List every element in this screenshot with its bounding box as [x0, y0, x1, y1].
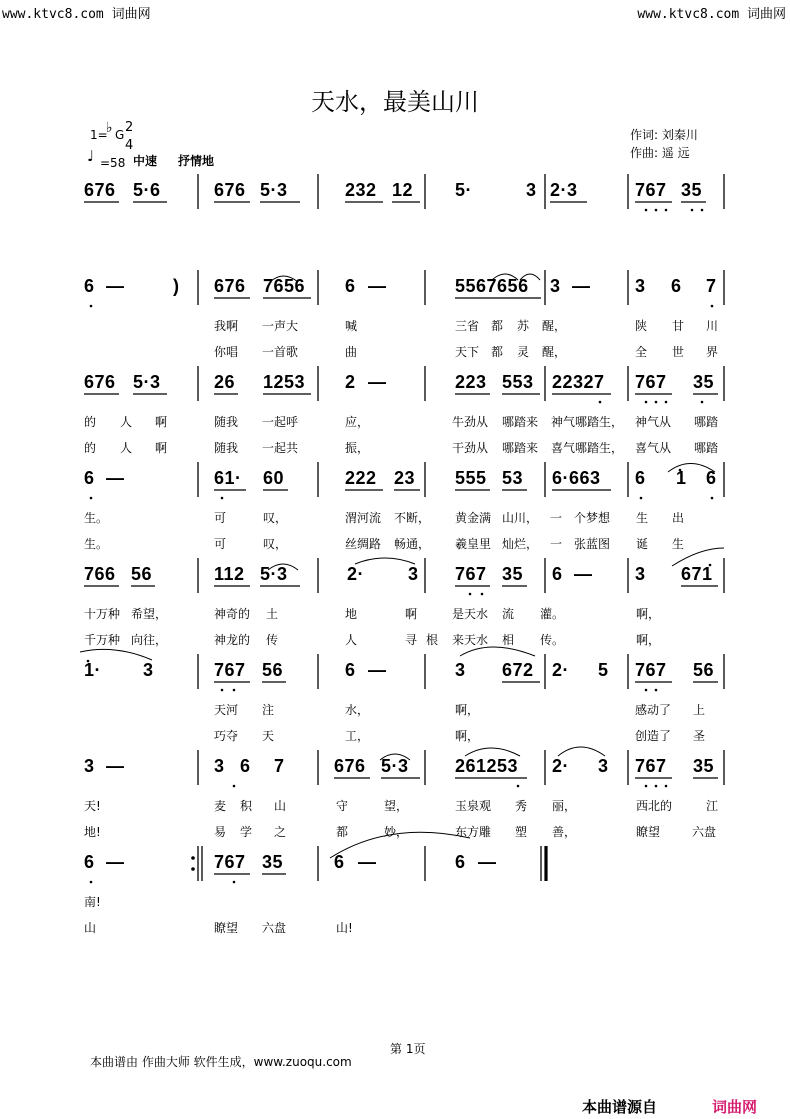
lyric: 地!: [84, 825, 101, 839]
lyric: 麦: [214, 799, 227, 813]
note: 35: [681, 180, 703, 200]
lyric: 应，: [345, 415, 370, 429]
lyric: 哪踏来: [502, 415, 539, 429]
note: —: [478, 852, 497, 872]
lyric: 天下: [455, 345, 480, 359]
note: 6: [671, 276, 682, 296]
note: 7: [274, 756, 285, 776]
composer-credit: 作曲: 遥 远: [630, 146, 690, 160]
note: 767: [214, 660, 246, 680]
lyric: 一声大: [262, 319, 299, 333]
lyric: 相: [502, 633, 515, 647]
lyric: 一: [550, 537, 563, 551]
note: 5567656: [455, 276, 529, 296]
lyric: 都: [491, 319, 504, 333]
lyric: 的: [84, 415, 97, 429]
note: 3: [598, 756, 609, 776]
lyric: 陕: [635, 319, 648, 333]
lyric: 守: [336, 799, 349, 813]
lyric: 善，: [552, 825, 577, 839]
lyric: 干劲从: [452, 441, 489, 455]
note: 56: [693, 660, 715, 680]
note: 223: [455, 372, 487, 392]
lyric: 山川，: [502, 511, 539, 525]
lyric: 你唱: [214, 345, 239, 359]
lyric: 叹，: [263, 537, 288, 551]
note: 3: [408, 564, 419, 584]
note: 676: [84, 372, 116, 392]
lyric: 神龙的: [214, 633, 251, 647]
lyric: 丽，: [552, 799, 577, 813]
note: 3: [635, 564, 646, 584]
lyric: 我啊: [214, 319, 239, 333]
note: 56: [262, 660, 284, 680]
note: 60: [263, 468, 285, 488]
lyric: 渭河流: [345, 511, 382, 525]
lyric: 醒，: [542, 345, 567, 359]
note: 676: [334, 756, 366, 776]
source-label: 本曲谱源自: [582, 1098, 658, 1116]
note: 3: [526, 180, 537, 200]
note: 3: [84, 756, 95, 776]
header-watermark-right[interactable]: www.ktvc8.com 词曲网: [637, 7, 786, 22]
tempo-value: =58: [100, 156, 126, 170]
lyric: 生: [636, 511, 649, 525]
note: 767: [635, 756, 667, 776]
lyric: 生。: [84, 511, 109, 525]
lyric: 醒，: [542, 319, 567, 333]
lyric: 上: [693, 703, 706, 717]
note: 2·: [552, 660, 570, 680]
lyric: 神气哪踏生，: [551, 415, 624, 429]
lyric: 界: [706, 345, 719, 359]
note: 22327: [552, 372, 605, 392]
flat-symbol: ♭: [106, 120, 113, 136]
lyric: 感动了: [635, 703, 672, 717]
note: 3: [635, 276, 646, 296]
lyric: 千万种: [84, 633, 121, 647]
lyric: 出: [672, 511, 685, 525]
note: 3: [143, 660, 154, 680]
lyric: 根: [426, 633, 439, 647]
lyric: 山: [84, 921, 97, 935]
lyric: 丝绸路: [345, 537, 382, 551]
note: 3: [550, 276, 561, 296]
lyric: 注: [262, 703, 275, 717]
note: 6: [84, 276, 95, 296]
lyric: 诞: [636, 537, 649, 551]
lyric: 振，: [345, 441, 370, 455]
lyric: 一起共: [262, 441, 299, 455]
note: —: [106, 276, 125, 296]
note: 2: [345, 372, 356, 392]
note: 61·: [214, 468, 242, 488]
lyric: 一首歌: [262, 345, 299, 359]
song-title: 天水，最美山川: [311, 88, 479, 116]
note: 112: [214, 564, 245, 584]
note: 6: [334, 852, 345, 872]
lyric: 啊，: [455, 703, 480, 717]
lyric: 哪踏: [694, 415, 719, 429]
lyric: 的: [84, 441, 97, 455]
note: 3: [214, 756, 225, 776]
lyric: 喜气从: [635, 441, 672, 455]
lyric: 张蓝图: [574, 537, 611, 551]
lyricist-credit: 作词: 刘秦川: [630, 128, 698, 142]
lyric: 秀: [515, 799, 528, 813]
lyric: 可: [214, 537, 227, 551]
note: 5·: [455, 180, 473, 200]
lyric: 流: [502, 607, 515, 621]
lyric: 川: [706, 319, 719, 333]
lyric: 随我: [214, 415, 239, 429]
lyric: 圣: [693, 729, 706, 743]
lyric: 都: [491, 345, 504, 359]
note: 6: [706, 468, 717, 488]
header-watermark-left[interactable]: www.ktvc8.com 词曲网: [2, 7, 151, 22]
note: 1253: [263, 372, 306, 392]
lyric: 喜气哪踏生，: [551, 441, 624, 455]
note: 6·663: [552, 468, 601, 488]
tempo-mood: 抒情地: [178, 154, 215, 168]
note: 232: [345, 180, 377, 200]
note: 767: [214, 852, 246, 872]
note: 767: [635, 180, 667, 200]
quarter-note-icon: ♩: [87, 147, 95, 165]
lyric: 甘: [672, 319, 685, 333]
generator-credit: 本曲谱由 作曲大师 软件生成，www.zuoqu.com: [90, 1055, 352, 1069]
lyric: 巧夺: [214, 729, 239, 743]
lyric: 山: [274, 799, 287, 813]
note: 35: [693, 756, 715, 776]
page-number: 第 1页: [390, 1042, 426, 1056]
lyric: 啊: [405, 607, 418, 621]
lyric: 之: [274, 825, 287, 839]
note: 35: [693, 372, 715, 392]
note: 1·: [84, 660, 102, 680]
lyric: 神气从: [635, 415, 672, 429]
lyric: 天: [262, 729, 275, 743]
note: 2·: [552, 756, 570, 776]
lyric: 人: [345, 633, 358, 647]
note: 767: [635, 660, 667, 680]
lyric: 全: [635, 345, 648, 359]
lyric: 一起呼: [262, 415, 299, 429]
lyric: 望，: [384, 799, 409, 813]
note: 7656: [263, 276, 306, 296]
lyric: 寻: [405, 633, 418, 647]
lyric: 生。: [84, 537, 109, 551]
tempo-speed: 中速: [133, 154, 158, 168]
lyric: 三省: [455, 319, 480, 333]
time-top: 2: [125, 120, 134, 135]
lyric: 都: [336, 825, 349, 839]
lyric: 生: [672, 537, 685, 551]
lyric: 不断，: [394, 511, 431, 525]
note: 35: [262, 852, 284, 872]
note: 6: [84, 852, 95, 872]
lyric: 十万种: [84, 607, 121, 621]
note: —: [368, 372, 387, 392]
lyric: 向往，: [131, 633, 168, 647]
note: 261253: [455, 756, 519, 776]
lyric: 啊，: [636, 633, 661, 647]
note: —: [368, 660, 387, 680]
note: 553: [502, 372, 534, 392]
lyric: 灵: [517, 345, 530, 359]
note: 555: [455, 468, 487, 488]
brand-logo-text[interactable]: 词曲网: [712, 1098, 758, 1116]
lyric: 个梦想: [574, 511, 611, 525]
note: 6: [635, 468, 646, 488]
key-prefix: 1=: [90, 128, 108, 142]
note: 5·3: [260, 180, 288, 200]
note: 676: [214, 180, 246, 200]
note: —: [106, 468, 125, 488]
note: 12: [392, 180, 414, 200]
lyric: 学: [240, 825, 253, 839]
note: 6: [455, 852, 466, 872]
note: 6: [552, 564, 563, 584]
lyric: 创造了: [635, 729, 672, 743]
note: 6: [240, 756, 251, 776]
note: 53: [502, 468, 524, 488]
note: —: [106, 756, 125, 776]
lyric: 喊: [345, 319, 358, 333]
lyric: 积: [240, 799, 253, 813]
lyric: 是天水: [452, 607, 489, 621]
note: 56: [131, 564, 153, 584]
lyric: 神奇的: [214, 607, 251, 621]
lyric: 可: [214, 511, 227, 525]
note: 222: [345, 468, 377, 488]
lyric: 天!: [84, 799, 101, 813]
lyric: 易: [214, 825, 227, 839]
lyric: 哪踏: [694, 441, 719, 455]
lyric: 啊，: [455, 729, 480, 743]
note: 26: [214, 372, 236, 392]
note: 3: [455, 660, 466, 680]
note: 767: [455, 564, 487, 584]
note: 5·3: [381, 756, 409, 776]
lyric: 传。: [540, 633, 565, 647]
note: —: [358, 852, 377, 872]
lyric: 瞭望: [214, 921, 239, 935]
lyric: 黄金满: [455, 511, 492, 525]
lyric: 南!: [84, 895, 101, 909]
lyric: 六盘: [692, 825, 717, 839]
lyric: 啊: [155, 441, 168, 455]
note: 676: [84, 180, 116, 200]
lyric: 塑: [515, 825, 528, 839]
lyric: 哪踏来: [502, 441, 539, 455]
lyric: 西北的: [636, 799, 673, 813]
lyric: 来天水: [452, 633, 489, 647]
time-bottom: 4: [125, 138, 134, 153]
lyric: 玉泉观: [455, 799, 492, 813]
note: 23: [394, 468, 416, 488]
note: 6: [345, 276, 356, 296]
lyric: 传: [266, 633, 279, 647]
lyric: 苏: [517, 319, 530, 333]
note: 2·: [347, 564, 365, 584]
lyric: 天河: [214, 703, 239, 717]
lyric: 世: [672, 345, 685, 359]
note: 766: [84, 564, 116, 584]
lyric: 灿烂，: [502, 537, 539, 551]
lyric: 灌。: [540, 607, 565, 621]
note: 5·3: [260, 564, 288, 584]
lyric: 啊: [155, 415, 168, 429]
note: 35: [502, 564, 524, 584]
note: 672: [502, 660, 534, 680]
lyric: 工，: [345, 729, 370, 743]
note: 1: [676, 468, 687, 488]
note: —: [572, 276, 591, 296]
note: 5: [598, 660, 609, 680]
note: 5·3: [133, 372, 161, 392]
lyric: 啊，: [636, 607, 661, 621]
lyric: 畅通，: [394, 537, 431, 551]
lyric: 羲皇里: [455, 537, 492, 551]
lyric: 地: [345, 607, 358, 621]
note: —: [368, 276, 387, 296]
note: 2·3: [550, 180, 578, 200]
key-note: G: [115, 128, 125, 142]
lyric: 妙，: [384, 825, 409, 839]
note: 767: [635, 372, 667, 392]
note: ): [173, 276, 180, 296]
note: 7: [706, 276, 717, 296]
lyric: 一: [550, 511, 563, 525]
lyric: 山!: [336, 921, 353, 935]
note: 5·6: [133, 180, 161, 200]
lyric: 牛劲从: [452, 415, 489, 429]
lyric: 水，: [345, 703, 370, 717]
lyric: 希望，: [131, 607, 168, 621]
lyric: 人: [120, 441, 133, 455]
note: 6: [84, 468, 95, 488]
lyric: 六盘: [262, 921, 287, 935]
note: —: [106, 852, 125, 872]
lyric: 随我: [214, 441, 239, 455]
lyric: 瞭望: [636, 825, 661, 839]
lyric: 东方雕: [455, 825, 492, 839]
lyric: 江: [706, 799, 719, 813]
lyric: 叹，: [263, 511, 288, 525]
lyric: 人: [120, 415, 133, 429]
note: 6: [345, 660, 356, 680]
note: 671: [681, 564, 713, 584]
note: —: [574, 564, 593, 584]
lyric: 曲: [345, 345, 358, 359]
note: 676: [214, 276, 246, 296]
lyric: 土: [266, 607, 279, 621]
